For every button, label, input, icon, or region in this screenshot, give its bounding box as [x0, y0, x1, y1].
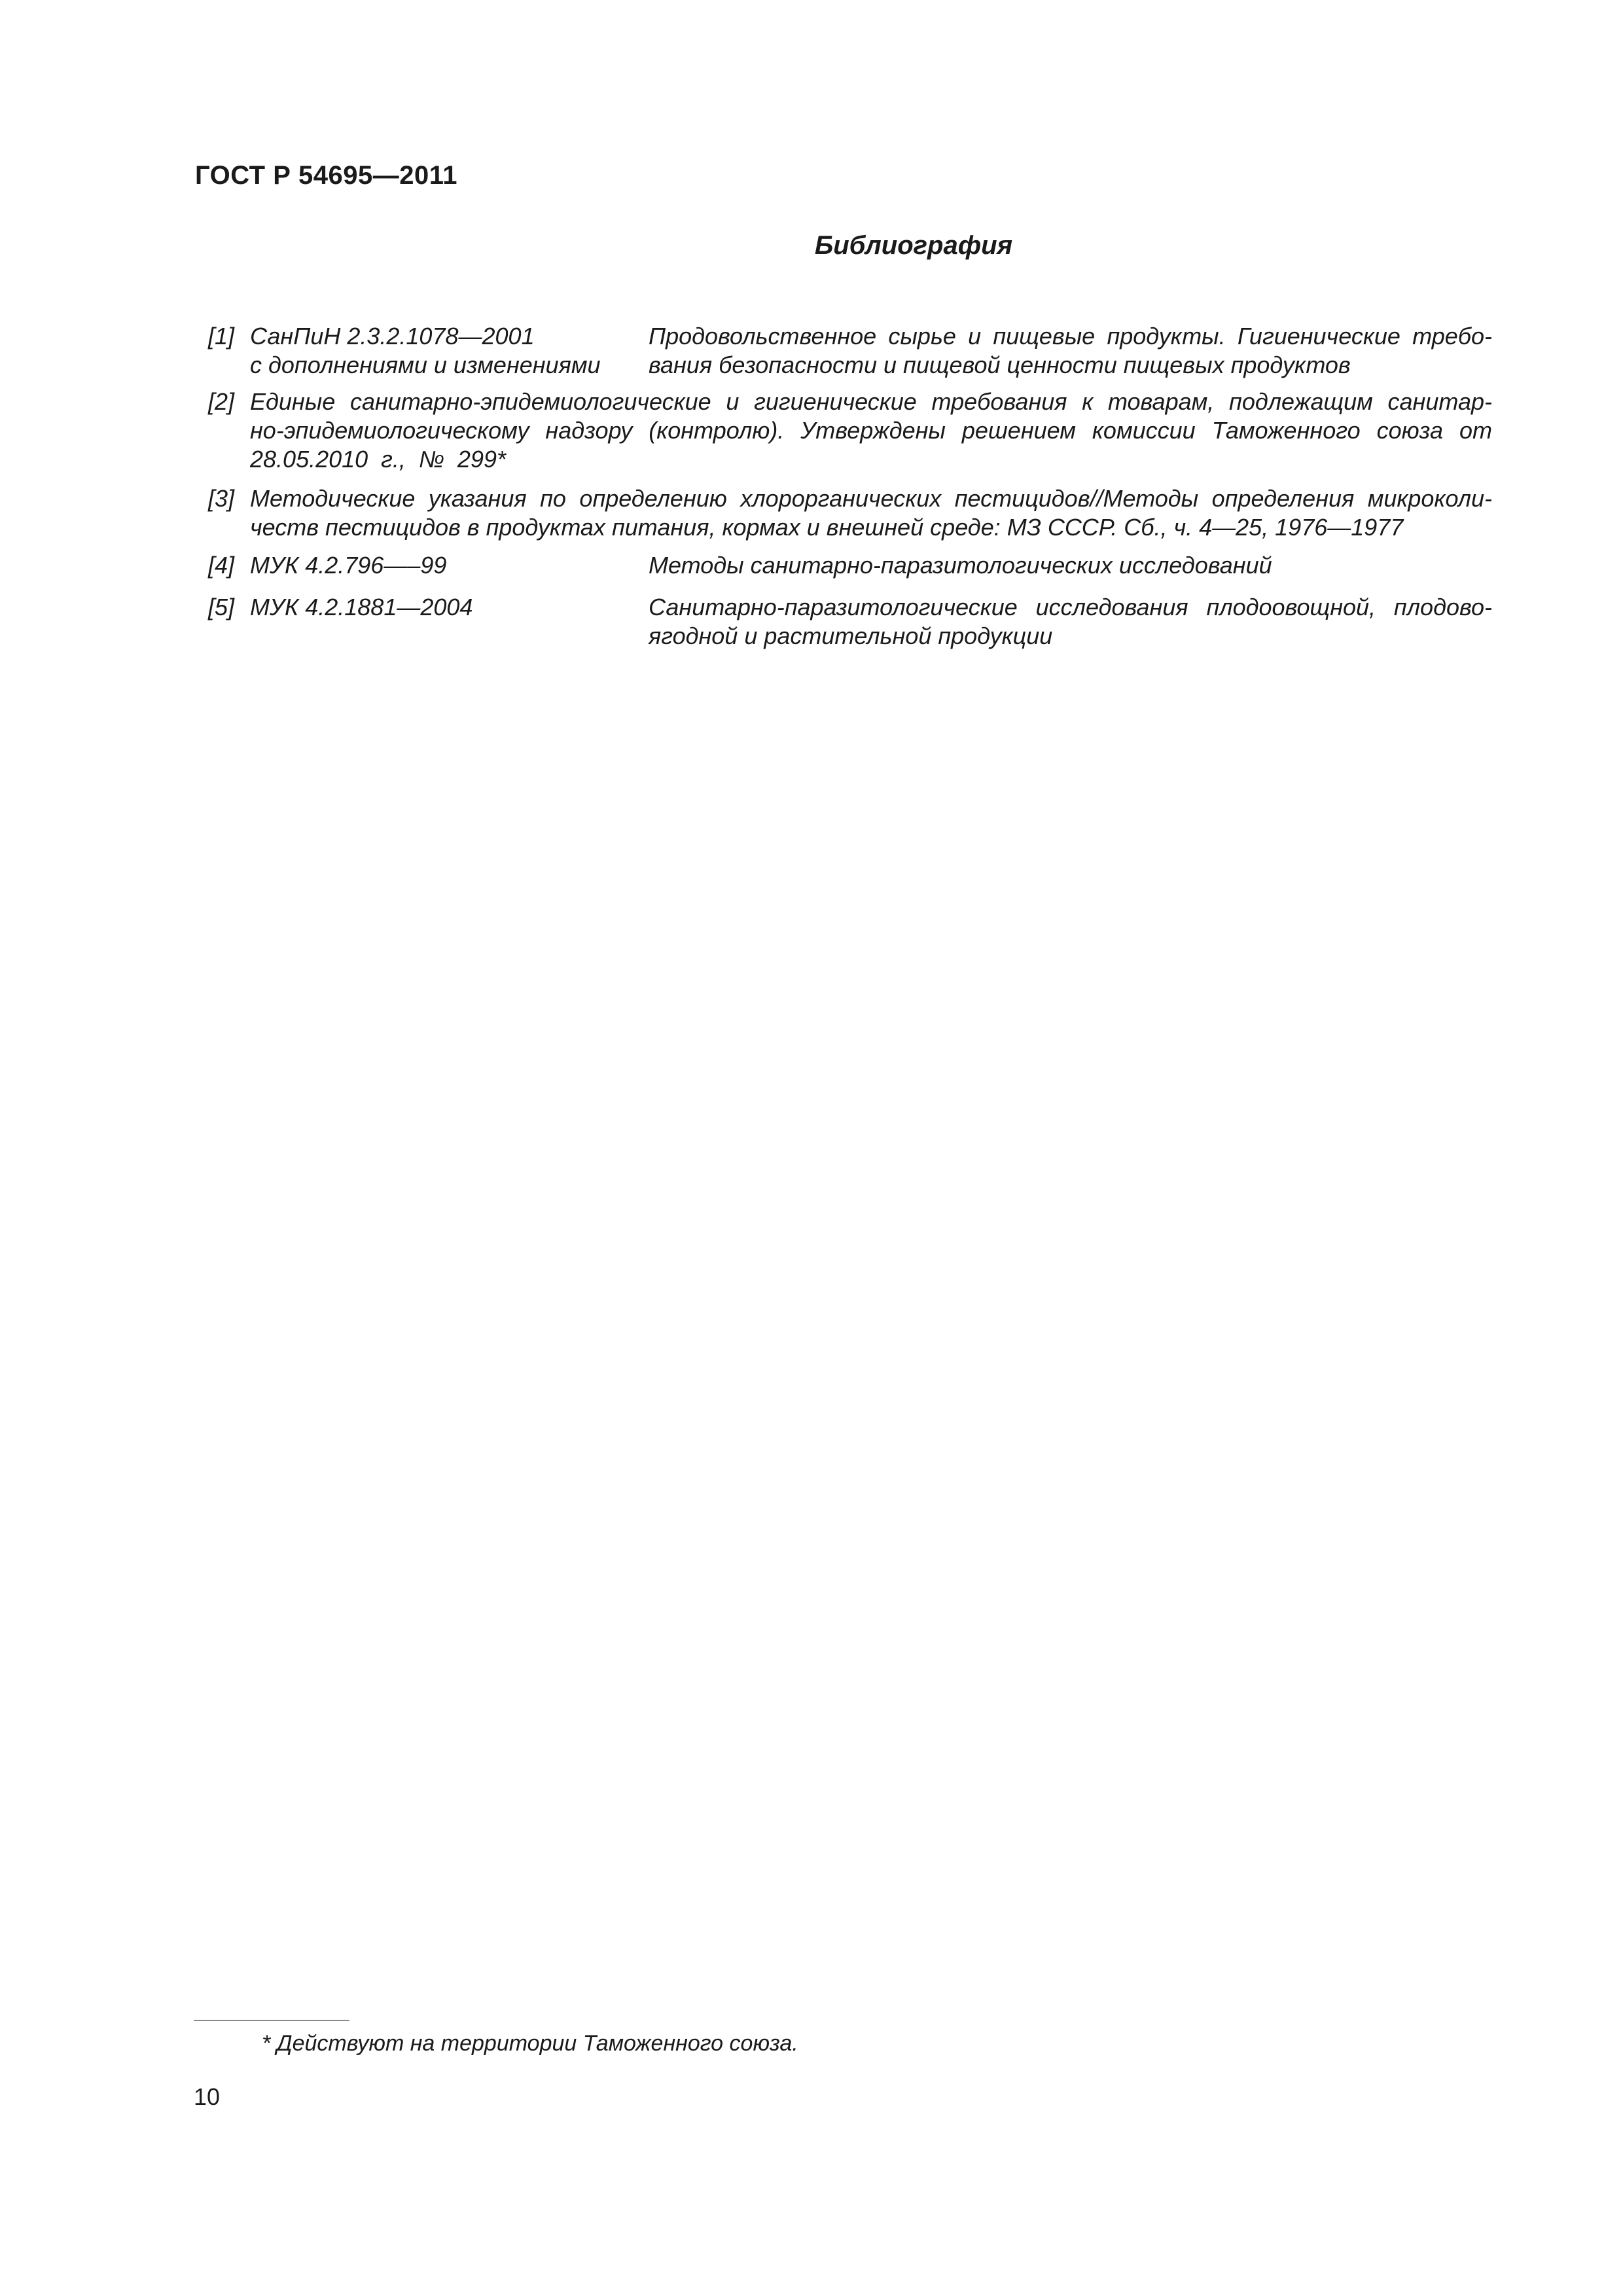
- entry-text: [250, 484, 1492, 542]
- entry-text-line: но-эпидемиологическому надзору (контролю). Утверждены решением комиссии Таможенного союза от: [250, 417, 1492, 444]
- page-number: 10: [194, 2083, 221, 2110]
- description-line: вания безопасности и пищевой ценности пищевых продуктов: [649, 351, 1351, 378]
- entry-text-line: Методические указания по определению хлорорганических пестицидов//Методы определения микроколи-: [250, 485, 1492, 512]
- document-code: ГОСТ Р 54695—2011: [195, 161, 457, 190]
- entry-reference: [250, 322, 643, 380]
- entry-description: [649, 322, 1492, 380]
- entry-number: [2]: [208, 388, 235, 415]
- section-title: Библиография: [814, 231, 1013, 260]
- reference-line: МУК 4.2.796—–99: [250, 552, 447, 579]
- entry-text-line: 28.05.2010 г., № 299*: [250, 446, 507, 473]
- footnote-divider: [194, 2020, 349, 2021]
- reference-line: с дополнениями и изменениями: [250, 351, 601, 378]
- entry-reference: [250, 551, 643, 580]
- description-line: Санитарно-паразитологические исследования плодоовощной, плодово-: [649, 594, 1492, 620]
- entry-description: [649, 551, 1492, 580]
- entry-number: [4]: [208, 552, 235, 579]
- entry-reference: [250, 593, 643, 622]
- entry-text-line: честв пестицидов в продуктах питания, кормах и внешней среде: МЗ СССР. Сб., ч. 4—25, 1976—1977: [250, 514, 1404, 541]
- description-line: Методы санитарно-паразитологических исследований: [649, 552, 1272, 579]
- reference-line: СанПиН 2.3.2.1078—2001: [250, 323, 535, 350]
- entry-number: [1]: [208, 323, 235, 350]
- entry-text-line: Единые санитарно-эпидемиологические и гигиенические требования к товарам, подлежащим санитар-: [250, 388, 1492, 415]
- entry-number: [5]: [208, 594, 235, 620]
- footnote: * Действуют на территории Таможенного союза.: [262, 2031, 798, 2056]
- entry-text: [250, 387, 1492, 474]
- description-line: Продовольственное сырье и пищевые продукты. Гигиенические требо-: [649, 323, 1492, 350]
- entry-number: [3]: [208, 485, 235, 512]
- description-line: ягодной и растительной продукции: [649, 622, 1053, 649]
- reference-line: МУК 4.2.1881—2004: [250, 594, 473, 620]
- entry-description: [649, 593, 1492, 651]
